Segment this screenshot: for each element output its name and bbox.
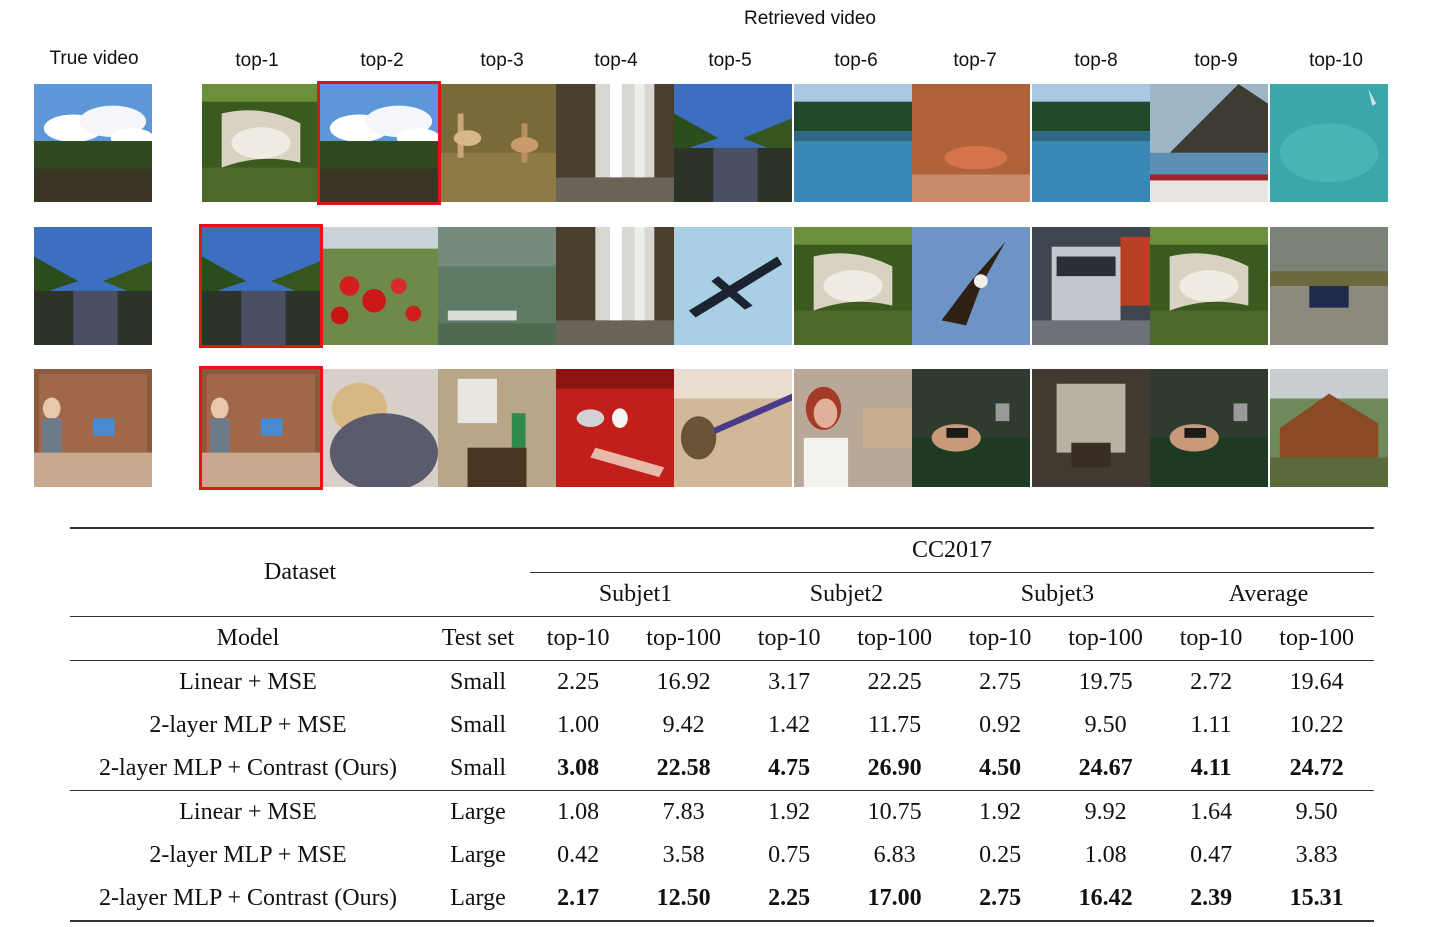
retrieved-video-thumbnail: [1032, 227, 1150, 345]
col-label-top-7: top-7: [953, 50, 997, 71]
metric-header: top-100: [857, 625, 932, 651]
retrieved-video-thumbnail: [1270, 227, 1388, 345]
table-row: [70, 791, 1374, 835]
testset-cell: Large: [450, 885, 506, 911]
value-cell: 19.75: [1078, 669, 1133, 695]
value-cell-best: 24.67: [1078, 755, 1133, 781]
testset-header: Test set: [441, 625, 515, 651]
col-label-top-6: top-6: [834, 50, 878, 71]
col-label-top-9: top-9: [1194, 50, 1238, 71]
value-cell: 0.92: [979, 712, 1022, 738]
metric-header: top-10: [546, 625, 610, 651]
correct-match-highlight: [199, 366, 323, 490]
model-cell: 2-layer MLP + MSE: [149, 712, 347, 738]
value-cell-best: 4.11: [1190, 755, 1232, 781]
value-cell-best: 2.75: [979, 885, 1022, 911]
retrieved-video-thumbnail: [1032, 369, 1150, 487]
retrieved-video-thumbnail: [438, 84, 556, 202]
model-cell: 2-layer MLP + Contrast (Ours): [99, 885, 397, 911]
retrieved-video-thumbnail: [1150, 227, 1268, 345]
testset-cell: Large: [450, 799, 506, 825]
table-row: [70, 877, 1374, 921]
value-cell: 10.22: [1289, 712, 1344, 738]
subject-header: Subjet2: [809, 581, 884, 607]
value-cell: 0.75: [768, 842, 811, 868]
value-cell: 1.64: [1190, 799, 1233, 825]
col-label-top-5: top-5: [708, 50, 752, 71]
retrieved-video-thumbnail: [1032, 84, 1150, 202]
value-cell: 9.50: [1084, 712, 1127, 738]
table-row: [70, 704, 1374, 747]
value-cell: 2.25: [557, 669, 600, 695]
retrieved-video-thumbnail: [794, 369, 912, 487]
value-cell: 9.92: [1084, 799, 1127, 825]
value-cell: 11.75: [868, 712, 922, 738]
value-cell: 2.75: [979, 669, 1022, 695]
retrieved-video-thumbnail: [912, 227, 1030, 345]
dataset-header: Dataset: [264, 559, 336, 585]
subject-header: Subjet1: [598, 581, 673, 607]
metric-header: top-10: [968, 625, 1032, 651]
value-cell: 3.58: [662, 842, 705, 868]
testset-cell: Small: [449, 669, 506, 695]
results-table: [70, 527, 1374, 922]
value-cell: 3.83: [1295, 842, 1338, 868]
retrieved-video-thumbnail: [1270, 84, 1388, 202]
col-label-top-1: top-1: [235, 50, 279, 71]
value-cell: 6.83: [873, 842, 916, 868]
value-cell: 19.64: [1289, 669, 1344, 695]
value-cell-best: 24.72: [1289, 755, 1344, 781]
retrieved-video-thumbnail: [320, 369, 438, 487]
col-label-top-2: top-2: [360, 50, 404, 71]
table-row: [70, 834, 1374, 877]
retrieved-video-thumbnail: [912, 84, 1030, 202]
retrieved-video-thumbnail: [320, 227, 438, 345]
true-video-thumbnail: [34, 84, 152, 202]
retrieved-video-label: Retrieved video: [743, 8, 877, 29]
retrieved-video-thumbnail: [674, 227, 792, 345]
metric-header: top-100: [1068, 625, 1143, 651]
value-cell: 16.92: [656, 669, 711, 695]
retrieved-video-thumbnail: [556, 369, 674, 487]
value-cell: 0.42: [557, 842, 600, 868]
retrieved-video-thumbnail: [674, 369, 792, 487]
retrieved-video-thumbnail: [438, 227, 556, 345]
retrieved-video-thumbnail: [1270, 369, 1388, 487]
retrieved-video-thumbnail: [794, 84, 912, 202]
retrieved-video-thumbnail: [912, 369, 1030, 487]
value-cell-best: 4.75: [768, 755, 811, 781]
value-cell: 1.42: [768, 712, 811, 738]
value-cell: 1.00: [557, 712, 600, 738]
retrieved-video-thumbnail: [1150, 369, 1268, 487]
subject-header: Subjet3: [1020, 581, 1095, 607]
model-header: Model: [216, 625, 280, 651]
retrieved-video-thumbnail: [556, 227, 674, 345]
metric-header: top-100: [646, 625, 721, 651]
value-cell: 1.08: [557, 799, 600, 825]
correct-match-highlight: [199, 224, 323, 348]
retrieved-video-thumbnail: [556, 84, 674, 202]
col-label-top-10: top-10: [1309, 50, 1363, 71]
value-cell-best: 15.31: [1289, 885, 1344, 911]
value-cell: 9.42: [662, 712, 705, 738]
retrieved-video-thumbnail: [794, 227, 912, 345]
value-cell-best: 4.50: [979, 755, 1022, 781]
value-cell: 2.72: [1190, 669, 1233, 695]
value-cell-best: 3.08: [557, 755, 600, 781]
value-cell: 1.08: [1084, 842, 1127, 868]
col-label-top-3: top-3: [480, 50, 524, 71]
metric-header: top-100: [1279, 625, 1354, 651]
value-cell-best: 2.39: [1190, 885, 1233, 911]
true-video-label: True video: [49, 48, 139, 69]
model-cell: 2-layer MLP + Contrast (Ours): [99, 755, 397, 781]
metric-header: top-10: [1179, 625, 1243, 651]
value-cell-best: 17.00: [867, 885, 922, 911]
value-cell: 3.17: [768, 669, 811, 695]
value-cell: 0.47: [1190, 842, 1233, 868]
col-label-top-4: top-4: [594, 50, 638, 71]
metric-header: top-10: [757, 625, 821, 651]
retrieved-video-thumbnail: [674, 84, 792, 202]
model-cell: 2-layer MLP + MSE: [149, 842, 347, 868]
value-cell-best: 12.50: [656, 885, 711, 911]
value-cell: 1.92: [768, 799, 811, 825]
true-video-thumbnail: [34, 369, 152, 487]
subject-header: Average: [1228, 581, 1309, 607]
value-cell-best: 26.90: [867, 755, 922, 781]
value-cell-best: 2.25: [768, 885, 811, 911]
value-cell-best: 22.58: [656, 755, 711, 781]
testset-cell: Large: [450, 842, 506, 868]
value-cell: 9.50: [1295, 799, 1338, 825]
col-label-top-8: top-8: [1074, 50, 1118, 71]
model-cell: Linear + MSE: [179, 669, 317, 695]
testset-cell: Small: [449, 755, 506, 781]
table-row: [70, 747, 1374, 791]
cc2017-header: CC2017: [530, 528, 1374, 573]
value-cell: 10.75: [867, 799, 922, 825]
value-cell: 7.83: [662, 799, 705, 825]
value-cell: 1.11: [1190, 712, 1232, 738]
model-cell: Linear + MSE: [179, 799, 317, 825]
retrieved-video-thumbnail: [1150, 84, 1268, 202]
testset-cell: Small: [449, 712, 506, 738]
retrieved-video-thumbnail: [438, 369, 556, 487]
value-cell: 0.25: [979, 842, 1022, 868]
value-cell: 1.92: [979, 799, 1022, 825]
true-video-thumbnail: [34, 227, 152, 345]
value-cell-best: 2.17: [557, 885, 600, 911]
value-cell: 22.25: [867, 669, 922, 695]
correct-match-highlight: [317, 81, 441, 205]
retrieved-video-thumbnail: [202, 84, 320, 202]
value-cell-best: 16.42: [1078, 885, 1133, 911]
table-row: [70, 661, 1374, 705]
